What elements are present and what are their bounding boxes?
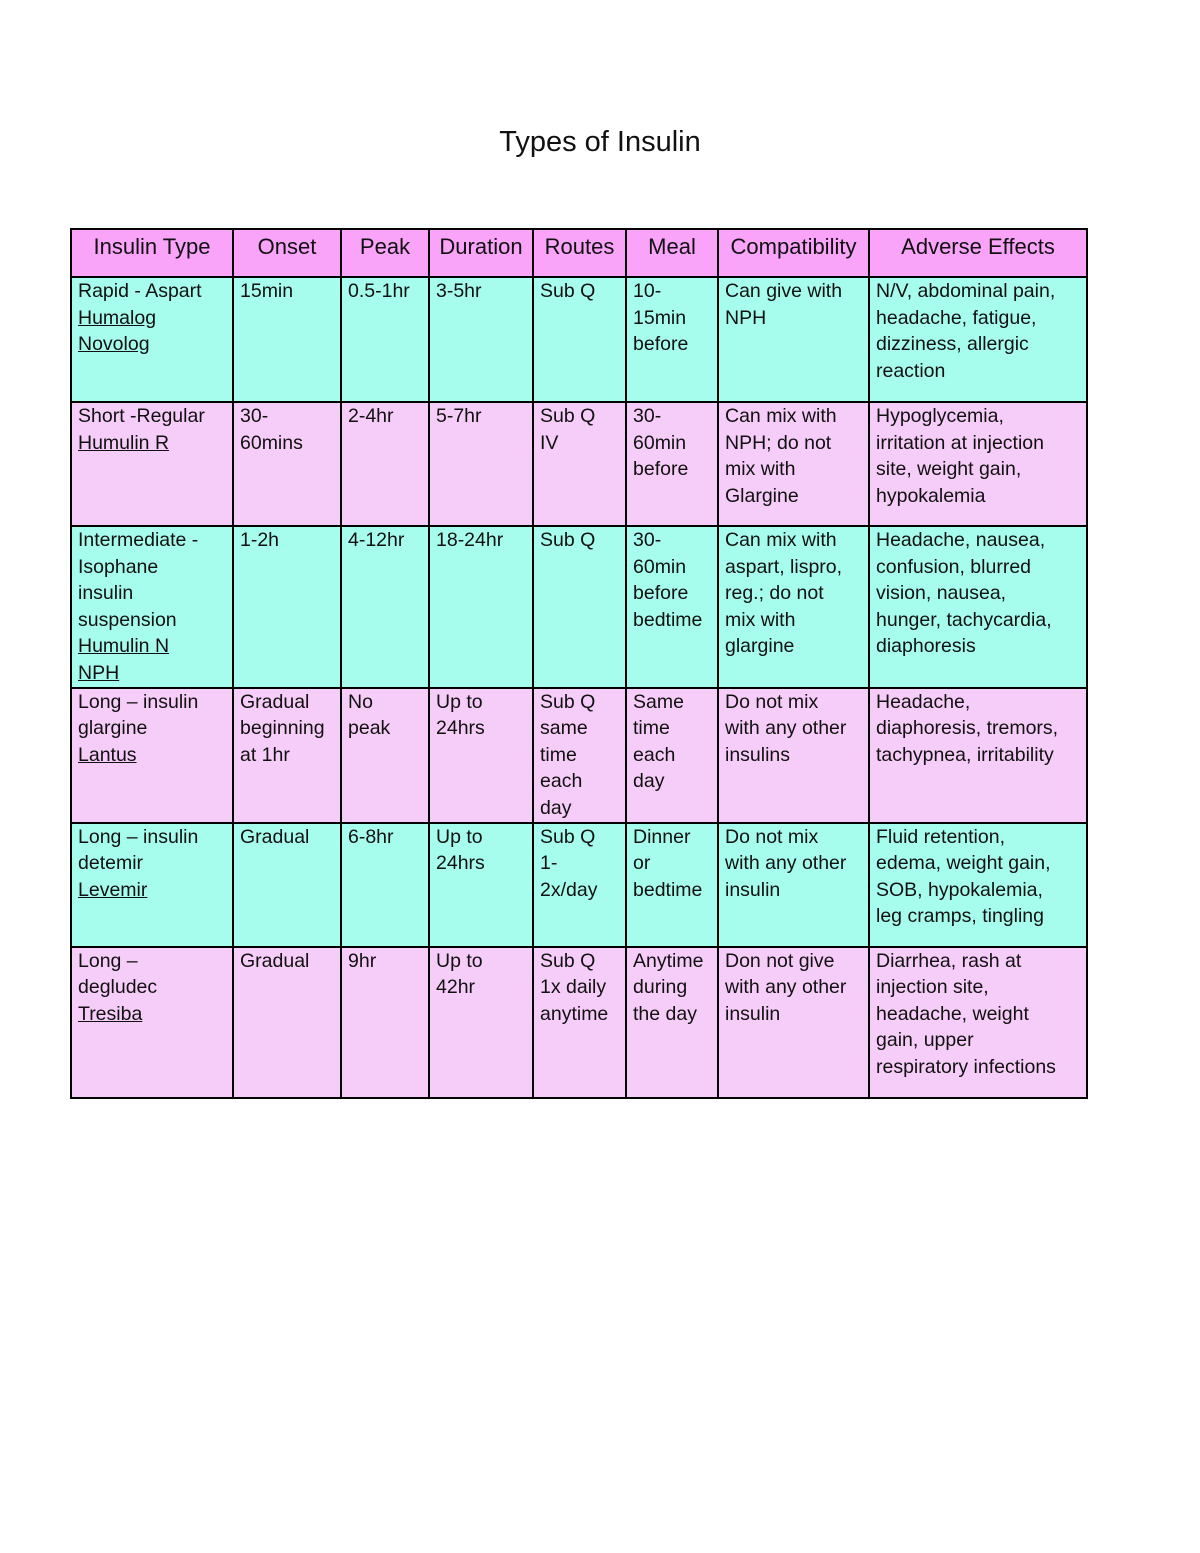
adverse-text: Headache, (876, 690, 971, 713)
cell-peak (341, 402, 429, 526)
cell-insulin-type (71, 526, 233, 688)
routes-text: time (540, 743, 577, 766)
adverse-text: confusion, blurred (876, 555, 1032, 578)
peak-text: 2-4hr (348, 405, 394, 427)
insulin-type-text: degludec (78, 976, 158, 999)
cell-onset (233, 823, 341, 947)
compatibility-text: reg.; do not (725, 582, 824, 605)
cell-peak (341, 823, 429, 947)
compatibility-text: with any other (725, 976, 847, 999)
meal-text: day (633, 770, 665, 793)
insulin-type-text: Long – insulin (78, 690, 199, 713)
adverse-text: leg cramps, tingling (876, 905, 1044, 928)
meal-text: 10- (633, 280, 662, 302)
meal-text: during (633, 976, 688, 999)
meal-text: 30- (633, 529, 662, 551)
adverse-text: diaphoresis (876, 635, 976, 658)
routes-text: same (540, 717, 588, 740)
cell-meal (626, 947, 718, 1098)
table-row (71, 402, 1087, 526)
cell-onset (233, 277, 341, 402)
table-row (71, 277, 1087, 402)
cell-duration (429, 688, 533, 823)
brand-name: Humulin N (78, 635, 170, 658)
meal-text: time (633, 717, 670, 740)
adverse-text: Headache, nausea, (876, 529, 1046, 551)
adverse-text: diaphoresis, tremors, (876, 717, 1059, 740)
duration-text: Up to (436, 825, 483, 848)
adverse-text: site, weight gain, (876, 458, 1022, 481)
brand-name: Humulin R (78, 431, 170, 454)
onset-text: at 1hr (240, 743, 290, 766)
routes-text: Sub Q (540, 690, 596, 713)
meal-text: the day (633, 1002, 697, 1025)
duration-text: 24hrs (436, 717, 485, 740)
cell-meal (626, 823, 718, 947)
meal-text: 30- (633, 405, 662, 427)
compatibility-text: insulin (725, 878, 781, 901)
cell-compatibility (718, 947, 869, 1098)
header-insulin-type: Insulin Type (71, 229, 233, 277)
header-adverse-effects: Adverse Effects (869, 229, 1087, 277)
cell-routes (533, 277, 626, 402)
header-meal: Meal (626, 229, 718, 277)
cell-compatibility (718, 823, 869, 947)
adverse-text: headache, fatigue, (876, 306, 1037, 329)
meal-text: bedtime (633, 878, 703, 901)
compatibility-text: insulins (725, 743, 791, 766)
meal-text: or (633, 852, 651, 875)
header-peak: Peak (341, 229, 429, 277)
routes-text: Sub Q (540, 529, 596, 551)
cell-duration (429, 402, 533, 526)
meal-text: 60min (633, 431, 687, 454)
meal-text: Dinner (633, 825, 691, 848)
cell-insulin-type (71, 688, 233, 823)
insulin-type-text: suspension (78, 608, 177, 631)
adverse-text: respiratory infections (876, 1055, 1056, 1078)
adverse-text: headache, weight (876, 1002, 1029, 1025)
cell-adverse (869, 277, 1087, 402)
routes-text: 1- (540, 852, 558, 875)
duration-text: Up to (436, 690, 483, 713)
duration-text: 42hr (436, 976, 476, 999)
onset-text: beginning (240, 717, 325, 740)
cell-peak (341, 947, 429, 1098)
peak-text: 6-8hr (348, 825, 394, 848)
adverse-text: irritation at injection (876, 431, 1044, 454)
cell-insulin-type (71, 277, 233, 402)
peak-text: 0.5-1hr (348, 280, 410, 302)
compatibility-text: Glargine (725, 484, 799, 507)
brand-name: Novolog (78, 333, 150, 356)
cell-onset (233, 526, 341, 688)
cell-duration (429, 823, 533, 947)
cell-routes (533, 688, 626, 823)
onset-text: Gradual (240, 825, 310, 848)
peak-text: peak (348, 717, 391, 740)
cell-meal (626, 526, 718, 688)
compatibility-text: Can give with (725, 280, 843, 302)
adverse-text: dizziness, allergic (876, 333, 1029, 356)
meal-text: before (633, 582, 689, 605)
routes-text: each (540, 770, 583, 793)
meal-text: each (633, 743, 676, 766)
compatibility-text: Can mix with (725, 405, 837, 427)
cell-peak (341, 688, 429, 823)
routes-text: IV (540, 431, 559, 454)
routes-text: Sub Q (540, 949, 596, 972)
adverse-text: SOB, hypokalemia, (876, 878, 1043, 901)
cell-adverse (869, 688, 1087, 823)
routes-text: Sub Q (540, 825, 596, 848)
compatibility-text: Don not give (725, 949, 835, 972)
header-routes: Routes (533, 229, 626, 277)
compatibility-text: glargine (725, 635, 795, 658)
adverse-text: vision, nausea, (876, 582, 1007, 605)
compatibility-text: Can mix with (725, 529, 837, 551)
table-body (71, 277, 1087, 1098)
insulin-table (70, 228, 1088, 1099)
adverse-text: Diarrhea, rash at (876, 949, 1022, 972)
cell-routes (533, 402, 626, 526)
compatibility-text: NPH; do not (725, 431, 832, 454)
cell-routes (533, 947, 626, 1098)
cell-compatibility (718, 688, 869, 823)
adverse-text: reaction (876, 359, 946, 382)
insulin-type-text: Isophane (78, 555, 159, 578)
cell-insulin-type (71, 823, 233, 947)
cell-duration (429, 947, 533, 1098)
cell-duration (429, 277, 533, 402)
insulin-type-text: detemir (78, 852, 144, 875)
meal-text: before (633, 458, 689, 481)
table-row (71, 526, 1087, 688)
peak-text: 9hr (348, 949, 377, 972)
cell-insulin-type (71, 947, 233, 1098)
cell-meal (626, 402, 718, 526)
compatibility-text: with any other (725, 852, 847, 875)
adverse-text: N/V, abdominal pain, (876, 280, 1056, 302)
peak-text: No (348, 690, 373, 713)
table-header-row (71, 229, 1087, 277)
adverse-text: injection site, (876, 976, 989, 999)
brand-name: NPH (78, 661, 120, 684)
adverse-text: gain, upper (876, 1029, 974, 1052)
meal-text: Anytime (633, 949, 704, 972)
page-title: Types of Insulin (499, 126, 701, 158)
compatibility-text: with any other (725, 717, 847, 740)
compatibility-text: Do not mix (725, 825, 819, 848)
compatibility-text: aspart, lispro, (725, 555, 843, 578)
routes-text: 1x daily (540, 976, 607, 999)
meal-text: Same (633, 690, 684, 713)
adverse-text: hypokalemia (876, 484, 986, 507)
duration-text: 18-24hr (436, 529, 504, 551)
insulin-type-text: Rapid - Aspart (78, 280, 202, 302)
compatibility-text: mix with (725, 458, 796, 481)
brand-name: Humalog (78, 306, 157, 329)
compatibility-text: insulin (725, 1002, 781, 1025)
header-compatibility: Compatibility (718, 229, 869, 277)
routes-text: day (540, 796, 572, 819)
onset-text: 1-2h (240, 529, 280, 551)
insulin-type-text: glargine (78, 717, 148, 740)
header-duration: Duration (429, 229, 533, 277)
adverse-text: Fluid retention, (876, 825, 1005, 848)
compatibility-text: Do not mix (725, 690, 819, 713)
adverse-text: edema, weight gain, (876, 852, 1051, 875)
onset-text: Gradual (240, 949, 310, 972)
compatibility-text: mix with (725, 608, 796, 631)
duration-text: 24hrs (436, 852, 485, 875)
duration-text: 3-5hr (436, 280, 482, 302)
header-onset: Onset (233, 229, 341, 277)
cell-compatibility (718, 402, 869, 526)
cell-onset (233, 947, 341, 1098)
table-row (71, 947, 1087, 1098)
cell-routes (533, 823, 626, 947)
insulin-type-text: insulin (78, 582, 134, 605)
onset-text: 30- (240, 405, 269, 427)
meal-text: 60min (633, 555, 687, 578)
cell-onset (233, 688, 341, 823)
peak-text: 4-12hr (348, 529, 405, 551)
onset-text: Gradual (240, 690, 310, 713)
cell-adverse (869, 947, 1087, 1098)
duration-text: 5-7hr (436, 405, 482, 427)
duration-text: Up to (436, 949, 483, 972)
brand-name: Lantus (78, 743, 137, 766)
cell-adverse (869, 526, 1087, 688)
insulin-type-text: Intermediate - (78, 529, 199, 551)
compatibility-text: NPH (725, 306, 767, 329)
brand-name: Levemir (78, 878, 148, 901)
routes-text: Sub Q (540, 405, 596, 427)
cell-meal (626, 688, 718, 823)
cell-meal (626, 277, 718, 402)
onset-text: 15min (240, 280, 294, 302)
cell-insulin-type (71, 402, 233, 526)
meal-text: 15min (633, 306, 687, 329)
table-row (71, 688, 1087, 823)
routes-text: 2x/day (540, 878, 598, 901)
cell-duration (429, 526, 533, 688)
cell-peak (341, 526, 429, 688)
meal-text: before (633, 333, 689, 356)
cell-peak (341, 277, 429, 402)
cell-routes (533, 526, 626, 688)
adverse-text: tachypnea, irritability (876, 743, 1054, 766)
onset-text: 60mins (240, 431, 303, 454)
insulin-type-text: Short -Regular (78, 405, 205, 427)
adverse-text: hunger, tachycardia, (876, 608, 1052, 631)
table-row (71, 823, 1087, 947)
insulin-type-text: Long – insulin (78, 825, 199, 848)
cell-onset (233, 402, 341, 526)
routes-text: Sub Q (540, 280, 596, 302)
cell-compatibility (718, 277, 869, 402)
meal-text: bedtime (633, 608, 703, 631)
routes-text: anytime (540, 1002, 609, 1025)
cell-adverse (869, 402, 1087, 526)
adverse-text: Hypoglycemia, (876, 405, 1004, 427)
cell-adverse (869, 823, 1087, 947)
brand-name: Tresiba (78, 1002, 143, 1025)
cell-compatibility (718, 526, 869, 688)
insulin-type-text: Long – (78, 949, 138, 972)
